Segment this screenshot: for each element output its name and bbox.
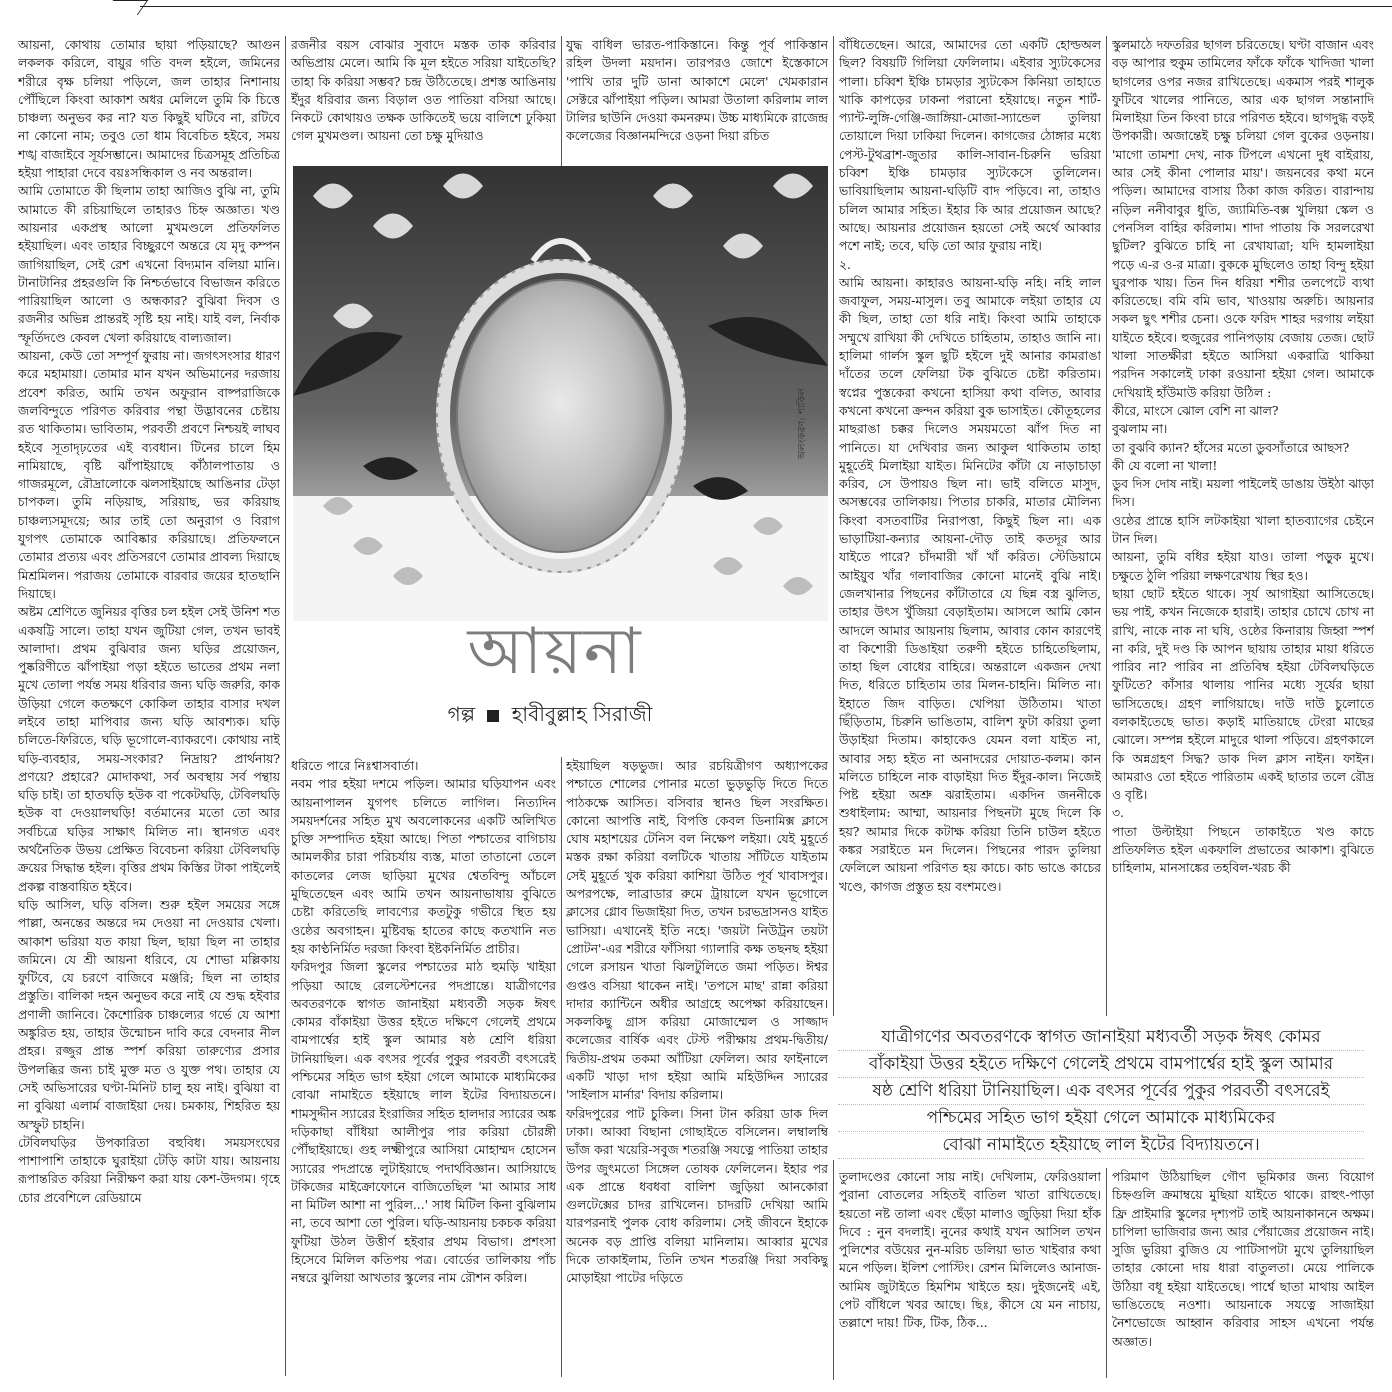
paragraph: ফরিদপুর জিলা স্কুলের পশ্চাতের মাঠ হুমড়ি খাইয়া পড়িয়া আছে রেলস্টেশনের পদপ্রান্তে। যাত্রীগণের অবতরণকে স্বাগত জানাইয়া মধ্যবর্তী সড়ক ঈষৎ কোমর বাঁকাইয়া উত্তর হইতে দক্ষিণে গেলেই প্রথমে বামপার্শ্বের হাই স্কুল আমার ষষ্ঠ শ্রেণি ধরিয়া টানিয়াছিল। এক বৎসর পূর্বের পুকুর পরবর্তী বৎসরেই পশ্চিমের সহিত ভাগ হইয়া গেলে আমাকে মাধ্যমিকের বোঝা নামাইতে হইয়াছে লাল ইটের বিদ্যায়তনে। শামসুদ্দীন স্যারের ইংরাজির সহিত হালদার স্যারের অঙ্ক দড়িকাছা বাঁধিয়া আলীপুর পার করিয়া চৌরঙ্গী পৌঁছাইয়াছে। গুহ লক্ষ্মীপুরে আসিয়া মোহাম্মদ হোসেন স্যারের পদপ্রান্তে লুটাইয়াছে পদার্থবিজ্ঞান। আসিয়াছে টকিজের মাইক্রোফোনে বাজিতেছিল 'মা আমার সাধ না মিটিল আশা না পুরিল...' সাধ মিটিল কিনা বুঝিলাম না, তবে আশা তো পুরিল। ঘড়ি-আয়নায় চকচক করিয়া ফুটিয়া উঠল উত্তীর্ণ হইবার প্রথম বিভাগ। প্রশংসা হিসেবে মিলিল কতিপয় পত্র। বোর্ডের তালিকায় পাঁচ নম্বরে ঝুলিয়া আখতার স্কুলের নাম রৌশন করিল। [291,959,556,1286]
paragraph: ঘড়ি আসিল, ঘড়ি বসিল। শুরু হইল সময়ের সঙ্গে পাল্লা, অনন্তের অন্তরে দম দেওয়া না দেওয়ার খেলা। আকাশ ভরিয়া যত কায়া ছিল, ছায়া ছিল না তাহার জমিনে। যে শ্রী আয়না ধরিবে, যে শোভা মল্লিকায় ফুটিবে, যে চরণে বাজিবে মঞ্জরি; ছিল না তাহার প্রস্তুতি। বালিকা দহন অনুভব করে নাই যে শুদ্ধ হইবার প্রণালী জানিবে। কৈশোরিক চাঞ্চল্যের গর্ভে যে আশা অঙ্কুরিত হয়, তাহার উন্মোচন দাবি করে বেদনার নীল প্রহর। রজ্জুর প্রান্ত স্পর্শ করিয়া তারুণ্যের প্রসার উপলব্ধির জন্য চাই মুক্ত মত ও যুক্ত পথ। তাহার যে সেই অভিসারের ঘণ্টা-মিনিট চালু হয় নাই। বুঝিয়া বা না বুঝিয়া এলার্ম বাজাইয়া দেয়। চমকায়, শিহরিত হয় অস্ফুট চাহনি। [18,896,280,1132]
paragraph: কীরে, মাংসে ঝোল বেশি না ঝাল? [1112,402,1279,418]
paragraph: টেবিলঘড়ির উপকারিতা বহুবিধ। সময়সংঘের পাশাপাশি তাহাকে ঘুরাইয়া টেড়ি কাটা যায়। আয়নায় রূপান্তরিত করিয়া নিরীক্ষণ করা যায় কেশ-উদগম। গৃহে চোর প্রবেশিলে রেডিয়ামে [18,1134,280,1205]
mirror-illustration [293,166,828,621]
paragraph: অষ্টম শ্রেণিতে জুনিয়র বৃত্তির চল হইল সেই উনিশ শত একষট্টি সালে। তাহা যখন জুটিয়া গেল, তখন ভাবই আলাদা। প্রথম বুঝিবার জন্য ঘড়ির প্রয়োজন, পুষ্করিণীতে ঝাঁপাইয়া পড়া হইতে ভাতের প্রথম নলা মুখে তোলা পর্যন্ত সময় ধরিবার জন্য ঘড়ি জরুরি, কাক উড়িয়া গেলে কতক্ষণে কোকিল তাহার বাসার দখল লইবে তাহা মাপিবার জন্য ঘড়ি আবশ্যক। ঘড়ি চলিতে-ফিরিতে, ঘড়ি ভূগোলে-ব্যাকরণে। কোথায় নাই ঘড়ি-ব্যবহার, সময়-সংকার? নিদ্রায়? প্রার্থনায়? প্রণয়ে? প্রহারে? মোদাকথা, সর্ব অবস্থায় সর্ব পন্থায় ঘড়ি চাই। তা হাতঘড়ি হউক বা পকেটঘড়ি, টেবিলঘড়ি হউক বা দেওয়ালঘড়ি! বর্তমানের মতো তো আর সর্বচিত্রে ঘড়ির সাক্ষাৎ মিলিত না। স্থানগত এবং অর্থনৈতিক উভয় প্রেক্ষিত বিবেচনা করিয়া টেবিলঘড়ি ক্রয়ের সিদ্ধান্ত হইল। বৃত্তির প্রথম কিস্তির টাকা পাইলেই প্রকল্প বাস্তবায়িত হইবে। [18,604,280,894]
paragraph: স্কুলমাঠে দফতরির ছাগল চরিতেছে। ঘণ্টা বাজান এবং বড় আপার হুকুম তামিলের ফাঁকে ফাঁকে খাদিজা খালা ছাগলের ওপর নজর রাখিতেছে। একমাস পরই শালুক ফুটিবে খালের পানিতে, আর এক ছাগল সন্তানাদি মিলাইয়া তিন কিংবা চারে পরিণত হইবে। ছাগদুগ্ধ বড়ই উপকারী। অজান্তেই চক্ষু চলিয়া গেল বুকের ওড়নায়। 'মাগো তামশা দেখ, নাক টিপলে এখনো দুধ বাইরায়, আর সেই কীনা পোলার মায়'। জয়নবের কথা মনে পড়িল। আমাদের বাসায় ঠিকা কাজ করিত। বারান্দায় নড়িল ননীবাবুর ধুতি, জ্যামিতি-বক্স খুলিয়া স্কেল ও পেনসিল বাহির করিলাম। শাদা পাতায় কি সরলরেখা ছুটিল? বুঝিতে চাহি না রেখাযাত্রা; যদি হামলাইয়া পড়ে এ-র ও-র মাত্রা। বুককে মুছিলেও তাহা বিন্দু হইয়া ঘুরপাক খায়। তিন দিন ধরিয়া শশীর তলপেটে ব্যথা করিতেছে। বমি বমি ভাব, খাওয়ায় অরুচি। আয়নার সকল ছুৎ শশীর চেনা। ওকে ফরিদ শাহর দরগায় লইয়া যাইতে হইবে। হুজুরের পানিপড়ায় বেজায় তেজ। ছোট খালা সাতক্ষীরা হইতে আসিয়া একরাত্রি থাকিয়া পরদিন সকালেই ঢাকা রওয়ানা হইয়া গেল। আমাকে দেখিয়াই হাঁউমাউ করিয়া উঠিল : [1112,37,1374,400]
column-3-top [566,36,828,166]
pull-quote-line: ষষ্ঠ শ্রেণি ধরিয়া টানিয়াছিল। এক বৎসর পূর্বের পুকুর পরবর্তী বৎসরেই [838,1078,1364,1105]
paragraph: ২. [839,256,851,272]
author-name: হাবীবুল্লাহ সিরাজী [511,702,653,726]
column-divider [285,36,286,1376]
pull-quote-line: যাত্রীগণের অবতরণকে স্বাগত জানাইয়া মধ্যবর্তী সড়ক ঈষৎ কোমর [838,1024,1364,1051]
paragraph: ফরিদপুরের পাট চুকিল। সিনা টান করিয়া ডাক দিল ঢাকা। আব্বা বিছানা গোছাইতে বসিলেন। লম্বালম্বি ভাঁজ করা খয়েরি-সবুজ শতরঞ্জি সযত্নে পাতিয়া তাহার উপর জুৎমতো সিঙ্গেল তোষক ফেলিলেন। ইহার পর এক প্রান্তে ধবধবা বালিশ জুড়িয়া আনকোরা গুলটেক্সের চাদর রাখিলেন। চাদরটি দেখিয়া আমি যারপরনাই পুলক বোধ করিলাম। সেই জীবনে ইহাকে অনেক বড় প্রাপ্তি বলিয়া মানিলাম। আব্বার মুখের দিকে তাকাইলাম, তিনি তখন শতরঞ্জি দিয়া সবকিছু মোড়াইয়া পাটের দড়িতে [566,1105,828,1286]
column-2-bottom [291,757,556,1387]
paragraph: বুঝলাম না। [1112,421,1168,437]
paragraph: ছায়া ছোট হইতে থাকে। সূর্য আগাইয়া আসিতেছে। ভয় পাই, কখন নিজেকে হারাই। তাহার চোখে চোখ না রাখি, নাকে নাক না ঘষি, ওষ্ঠের কিনারায় জিহ্বা স্পর্শ না করি, দুই দণ্ড কি আপন ছায়ায় তাহার মায়া ধরিতে পারিব না? পারিব না প্রতিবিম্ব হইয়া টেবিলঘড়িতে ফুটিতে? কাঁসার থালায় পানির মধ্যে সূর্যের ছায়া ভাসিতেছে। গ্রহণ লাগিয়াছে। দাউ দাউ চুলোতে বলকাইতেছে ভাত। কড়াই মাতিয়াছে টেংরা মাছের ঝোলে। সম্পন্ন হইলে মাদুরে থালা পড়িবে। গ্রহণকালে কি অন্নগ্রহণ সিদ্ধ? ডাক দিল ক্লাস নাইন। ফাইন। আমরাও তো হইতে পারিতাম একই ছাতার তলে রৌদ্র ও বৃষ্টি। [1112,585,1374,803]
column-divider [561,36,562,166]
column-3-bottom [566,757,828,1387]
paragraph: আমি আয়না। কাহারও আয়না-ঘড়ি নহি। নহি লাল জবাফুল, সময়-মাসুল। তবু আমাকে লইয়া তাহার যে কী ছিল, তাহা তো ধরি নাই। কিংবা আমি তাহাকে সম্মুখে রাখিয়া কী দেখিতে চাহিতাম, তাহাও জানি না। হালিমা গার্লস স্কুল ছুটি হইলে দুই আনার কামরাঙা দাঁতের তলে ফেলিয়া টক বুঝিতে চেষ্টা করিতাম। স্বপ্নের পুস্তকেরা কখনো হাসিয়া কথা বলিত, আবার কখনো কখনো ক্রন্দন করিয়া বুক ভাসাইত। কৌতূহলের মাছরাঙা চক্কর দিলেও সময়মতো ঝাঁপ দিত না পানিতে। যা দেখিবার জন্য আকুল থাকিতাম তাহা মুহূর্তেই মিলাইয়া যাইত। মিনিটের কাঁটা যে নাড়াচাড়া করিব, সে উপায়ও ছিল না। ভাই বলিতে মাসুদ, অসম্ভবের তালিকায়। পিতার চাকরি, মাতার মৌলিন্য কিংবা বসতবাটির নিরাপত্তা, কিছুই ছিল না। এক ভাড়াটিয়া-কন্যার আয়না-দৌড় তাই কতদূর আর যাইতে পারে? চাঁদমারী খাঁ খাঁ করিত। স্টেডিয়ামে আইয়ুব খাঁর গলাবাজির কোনো মানেই বুঝি নাই। জেলখানার পিছনের কাঁটাতারে যে ছিন্ন বস্ত্র ঝুলিত, তাহার উৎস খুঁজিয়া বেড়াইতাম। আসলে আমি কোন আদলে আমার আয়নায় ছিলাম, আবার কোন কারণেই বা কিশোরী ডিঙাইয়া তরুণী হইতে চাহিতেছিলাম, তাহা ছিল বোধের বাহিরে। অন্তরালে একজন দেখা দিত, ধরিতে চাহিতাম তার মিলন-চাহনি। মিলিত না। ইহাতে জিদ বাড়িত। খেপিয়া উঠিতাম। খাতা ছিঁড়িতাম, চিরুনি ভাঙিতাম, বালিশ ফুটা করিয়া তুলা উড়াইয়া দিতাম। কাহাকেও যেমন বলা যাইত না, আবার সহ্য হইত না অনাদরের দোয়াত-কলম। কান মলিতে চাহিলে নাক বাড়াইয়া দিত ইঁদুর-কাল। নিজেই পিষ্ট হইয়া অশ্রু ঝরাইতাম। একদিন জননীকে শুধাইলাম: আম্মা, আয়নার পিছনটা মুছে দিলে কি হয়? আমার দিকে কটাক্ষ করিয়া তিনি চাউল হইতে কঙ্কর সরাইতে মন দিলেন। পিছনের পারদ তুলিয়া ফেলিলে আয়না পরিণত হয় কাচে। কাচ ভাঙে কাচের খণ্ডে, কাগজ প্রস্তুত হয় বংশমণ্ডে। [839,274,1101,894]
column-1 [18,36,280,1386]
pull-quote-line: পশ্চিমের সহিত ভাগ হইয়া গেলে আমাকে মাধ্যমিকের [838,1105,1364,1132]
paragraph: ডুব দিস দোষ নাই। ময়লা পাইলেই ডাঙায় উইঠা ঝাড়া দিস। [1112,476,1374,510]
column-divider [561,757,562,1377]
page-top-rule [0,0,1392,14]
column-2-top [291,36,556,166]
paragraph: রজনীর বয়স বোঝার সুবাদে মস্তক তাক করিবার অভিপ্রায় মেলে। আমি কি মূল হইতে সরিয়া যাইতেছি? তাহা কি করিয়া সম্ভব? চন্দ্র উঠিতেছে। প্রশস্ত আঙিনায় ইঁদুর ধরিবার জন্য বিড়াল ওত পাতিয়া বসিয়া আছে। নিকটে কোথায়ও তক্ষক ডাকিতেই ভয়ে বালিশে ঢুকিয়া গেল মুখমণ্ডল। আয়না তো চক্ষু মুদিয়াও [291,37,556,144]
column-divider [1106,1168,1107,1378]
paragraph: পরিমাণ উঠিয়াছিল গৌণ ভূমিকার জন্য বিয়োগ চিহ্নগুলি ক্রমাম্বয়ে মুছিয়া যাইতে থাকে। রাহুৎ-পাড়া ফ্রি প্রাইমারি স্কুলের দৃশ্যপট তাই আয়নাকাননে অক্ষম। চাপিলা ভাজিবার জন্য আর পেঁয়াজের প্রয়োজন নাই। সুজি ভুরিয়া বুজিও যে পাটিসাপটা মুখে তুলিয়াছিল তাহার কোনো দায় ধারা বাতুলতা। মেয়ে পালিকে উঠিয়া বধূ হইয়া যাইতেছে। পার্শ্বে ছাতা মাথায় আইল ভাঙিতেছে নওশা। আয়নাকে সযত্নে সাজাইয়া নৈশভোজে আহ্বান করিবার সাহস এখনো পর্যন্ত অজ্ঞাত। [1112,1169,1374,1349]
column-divider [833,36,834,1016]
column-5-bottom [1112,1168,1374,1388]
paragraph: ধরিতে পারে নিঃশ্বাসবার্তা। [291,758,419,773]
byline [400,700,700,733]
pull-quote-line: বোঝা নামাইতে হইয়াছে লাল ইটের বিদ্যায়তনে। [838,1132,1364,1159]
paragraph: ওষ্ঠের প্রান্তে হাসি লটকাইয়া খালা হাতব্যাগের চেইনে টান দিল। [1112,512,1374,547]
paragraph: হইয়াছিল ষড়ভুজ। আর রচয়িত্রীগণ অধ্যাপকের পশ্চাতে শোলের পোনার মতো ভুড়ভুড়ি দিতে দিতে পাঠকক্ষে আসিত। বসিবার স্থানও ছিল সংরক্ষিত। কোনো আপত্তি নাই, বিপত্তি কেবল ডিনামিক্স ক্লাসে ঘোষ মহাশয়ের টেনিস বল নিক্ষেপ লইয়া। যেই মুহূর্তে মস্তক রক্ষা করিয়া বলটিকে খাতায় সাঁটিতে যাইতাম সেই মুহূর্তে খুক করিয়া কাশিয়া উঠিত পূর্ব খাবাসপুর। অপরপক্ষে, লাব্রাডার রুমে ট্রায়ালে যখন ভূগোলে ক্লাসের গ্লোব ভিজাইয়া দিত, তখন চরভদ্রাসনও যাইত ভাসিয়া। এখানেই ইতি নহে। 'জয়টা নিউট্রন তয়টা প্রোটন'-এর শরীরে ফাঁসিয়া গ্যালারি কক্ষ তছনছ হইয়া গেলে রসায়ন খাতা ঝিলটুলিতে জমা পড়িত। ঈশ্বর গুপ্তও বসিয়া থাকেন নাই। 'তপসে মাছ' রান্না করিয়া দাদার ক্যান্টিনে অধীর আগ্রহে অপেক্ষা করিয়াছেন। সকলকিছু গ্রাস করিয়া মোজাম্মেল ও সাজ্জাদ কলেজের বার্ষিক এবং টেস্ট পরীক্ষায় প্রথম-দ্বিতীয়/দ্বিতীয়-প্রথম তকমা আঁটিয়া ফেলিল। আর ফাইনালে একটি খাড়া দাগ হইয়া আমি মহিউদ্দিন স্যারের 'সাইলাস মার্নার' বিদায় করিলাম। [566,758,828,1103]
genre-label: গল্প [447,702,476,726]
column-5-top [1112,36,1374,1018]
column-divider [833,1160,834,1380]
column-divider [1106,36,1107,1016]
paragraph: আয়না, কেউ তো সম্পূর্ণ ফুরায় না। জগৎসংসার ধারণ করে মহামায়া। তোমার মান যখন অভিমানের দরজায় প্রবেশ করিত, আমি তখন অফুরান বাষ্পরাজিকে জলবিন্দুতে পরিণত করিবার পন্থা উদ্ভাবনের চেষ্টায় রত থাকিতাম। ভাবিতাম, পরবর্তী প্রবণে নিশ্চয়ই লাঘব হইবে সূতাদৃঢ়তের এই ব্যবধান। টিনের চালে হিম নামিয়াছে, বৃষ্টি ঝাঁপাইয়াছে কাঁঠালপাতায় ও গাজরমূলে, রৌদ্রালোকে ঝলসাইয়াছে আঙিনার টেড়া চাপকল। তুমি নড়িয়াছ, সরিয়াছ, ভর করিয়াছ চাঞ্চল্যসমূদয়ে; আর তাই তো অনুরাগ ও বিরাগ যুগপৎ তোমাকে আবিষ্কার করিয়াছে। প্রতিফলনে তোমার প্রত্যয় এবং প্রতিসরণে তোমার প্রাবল্য দিয়াছে মিশ্রমিলন। পরাজয় তোমাকে বারবার জয়ের হাতছানি দিয়াছে। [18,348,280,601]
paragraph: পাতা উল্টাইয়া পিছনে তাকাইতে খণ্ড কাচে প্রতিফলিত হইল একফালি প্রভাতের আকাশ। বুঝিতে চাহিলাম, মানসাঙ্কের তহবিল-খরচ কী [1112,823,1374,876]
pull-quote [838,1024,1364,1154]
story-illustration [293,166,828,621]
paragraph: তা বুঝবি ক্যান? হাঁসের মতো ডুবসাঁতারে আছস? [1112,439,1350,455]
paragraph: নবম পার হইয়া দশমে পড়িল। আমার ঘড়িযাপন এবং আয়নাপালন যুগপৎ চলিতে লাগিল। নিত্যদিন সময়দর্শনের সহিত মুখ অবলোকনের একটি অলিখিত চুক্তি সম্পাদিত হইয়া আছে। পিতা পশ্চাতের বাগিচায় আমলকীর চারা পরিচর্যায় ব্যস্ত, মাতা তাতানো তেলে কাতলের লেজ ছাড়িয়া মুখের শ্বেতবিন্দু আঁচলে মুছিতেছেন এবং আমি তখন আয়নাভাষায় বুঝিতে চেষ্টা করিতেছি লাবণ্যের কতটুকু গভীরে স্থিত হয় ওষ্ঠের অবগাহন। মুষ্টিবদ্ধ হাতের কাছে কতখানি নত হয় কাণ্ঠনির্মিত দরজা কিংবা ইষ্টকনির্মিত প্রাচীর। [291,776,556,956]
paragraph: আমি তোমাতে কী ছিলাম তাহা আজিও বুঝি না, তুমি আমাতে কী রচিয়াছিলে তাহারও চিহ্ন অজ্ঞাত। খণ্ড আয়নার একপ্রস্থ আলো মুখমণ্ডলে প্রতিফলিত হইয়াছিল। এবং তাহার বিচ্ছুরণে অন্তরে যে মৃদু কম্পন জাগিয়াছিল, সেই রেশ এখনো বিদ্যমান বলিয়া মানি। টানাটানির প্রহরগুলি কি নিশ্চর্তভাবে বিভাজন করিতে পারিয়াছিল আলো ও অন্ধকার? বুঝিবা দিবস ও রজনীর অভিন্ন প্রান্তরই সৃষ্টি হয় নাই। যাই বল, নির্বাক স্ফূর্তিদণ্ডে কেবল খেলা করিয়াছে বাল্যজাল। [18,183,280,345]
square-bullet-icon [487,710,499,722]
paragraph: তুলাদণ্ডের কোনো সায় নাই। দেখিলাম, ফেরিওয়ালা পুরানা বোতলের সহিতই বাতিল খাতা রাখিতেছে। হয়তো নষ্ট তালা এবং ছেঁড়া মালাও জুড়িয়া দিয়া হাঁক দিবে : নুন বদলাই। নুনের কথাই যখন আসিল তখন পুলিশের বউয়ের নুন-মরিচ ডলিয়া ভাত খাইবার কথা মনে পড়িল। ইলিশ পোস্টিং। রেশন মিলিলেও আনাজ-আমিষ জুটাইতে হিমশিম খাইতে হয়। দুইজনেই এই, পেট বাঁধিলে খবর আছে। ছিঃ, কীসে যে মন নাচায়, তল্লাশে দায়! টিক, টিক, ঠিক... [839,1169,1101,1331]
pull-quote-line: বাঁকাইয়া উত্তর হইতে দক্ষিণে গেলেই প্রথমে বামপার্শ্বের হাই স্কুল আমার [838,1051,1364,1078]
paragraph: আয়না, কোথায় তোমার ছায়া পড়িয়াছে? আগুন লকলক করিলে, বায়ুর গতি বদল হইলে, জমিনের শরীরে বৃক্ষ চলিয়া পড়িলে, জল তাহার নিশানায় পৌঁছিলে কিংবা আকাশ অধর মেলিলে তুমি কি চিত্তে চাঞ্চল্য অনুভব কর না? যত কিছুই ঘটিবে না, রটিবে না কোনো নাম; তবুও তো ধাম বিবেচিত হইবে, সময় শঙ্খ বাজাইবে সূর্যসম্ভানে। আমাদের চিত্রসমূহ প্রতিচিত্র হইয়া পাহারা দেবে বয়ঃসন্ধিকাল ও নব অন্তরাল। [18,37,280,181]
column-4-top [839,36,1101,1018]
paragraph: কী যে বলো না খালা! [1112,457,1218,473]
column-4-bottom [839,1168,1101,1388]
story-title: আয়না [467,615,643,689]
paragraph: আয়না, তুমি বধির হইয়া যাও। তালা পড়ুক মুখে। চক্ষুতে ঠুলি পরিয়া লক্ষণরেখায় স্থির হও। [1112,549,1374,583]
paragraph: বাঁধিতেছেন। আরে, আমাদের তো একটি হোল্ডঅল ছিল? বিষয়টি গিলিয়া ফেলিলাম। এইবার স্যুটকেসের পালা। চব্বিশ ইঞ্চি চামড়ার স্যুটকেস কিনিয়া তাহাতে খাকি কাপড়ের ঢাকনা পরানো হইয়াছে। নতুন শার্ট-প্যান্ট-লুঙ্গি-গেঞ্জি-জাঙ্গিয়া-মোজা-স্যান্ডেল তুলিয়া তোয়ালে দিয়া ঢাকিয়া দিলেন। কাগজের ঠোঙ্গার মধ্যে পেস্ট-টুথব্রাশ-জুতার কালি-সাবান-চিরুনি ভরিয়া চব্বিশ ইঞ্চি চামড়ার স্যুটকেসে তুলিলেন। ভাবিয়াছিলাম আয়না-ঘড়িটি বাদ পড়িবে। না, তাহাও চলিল আমার সহিত। ইহার কি আর প্রয়োজন আছে? আছে। আয়নার প্রয়োজন হয়তো সেই অর্থে আব্বার পশে নাই; তবে, ঘড়ি তো আর ফুরায় নাই। [839,37,1101,254]
paragraph: ৩. [1112,805,1124,821]
paragraph: যুদ্ধ বাধিল ভারত-পাকিস্তানে। কিন্তু পূর্ব পাকিস্তান রহিল উদলা ময়দান। তারপরও জোশে ইস্তেকাসে 'পাখি তার দুটি ডানা আকাশে মেলে' খেমকারান সেক্টরে ঝাঁপাইয়া পড়িল। আমরা উতালা করিলাম লাল টালির ছাউনি দেওয়া কমনরুম। উচ্চ মাধ্যমিকে রাজেন্দ্র কলেজের বিজ্ঞানমন্দিরে ওড়না দিয়া রচিত [566,37,828,144]
illustration-credit: অলংকরণ: শাকিল [797,388,808,460]
